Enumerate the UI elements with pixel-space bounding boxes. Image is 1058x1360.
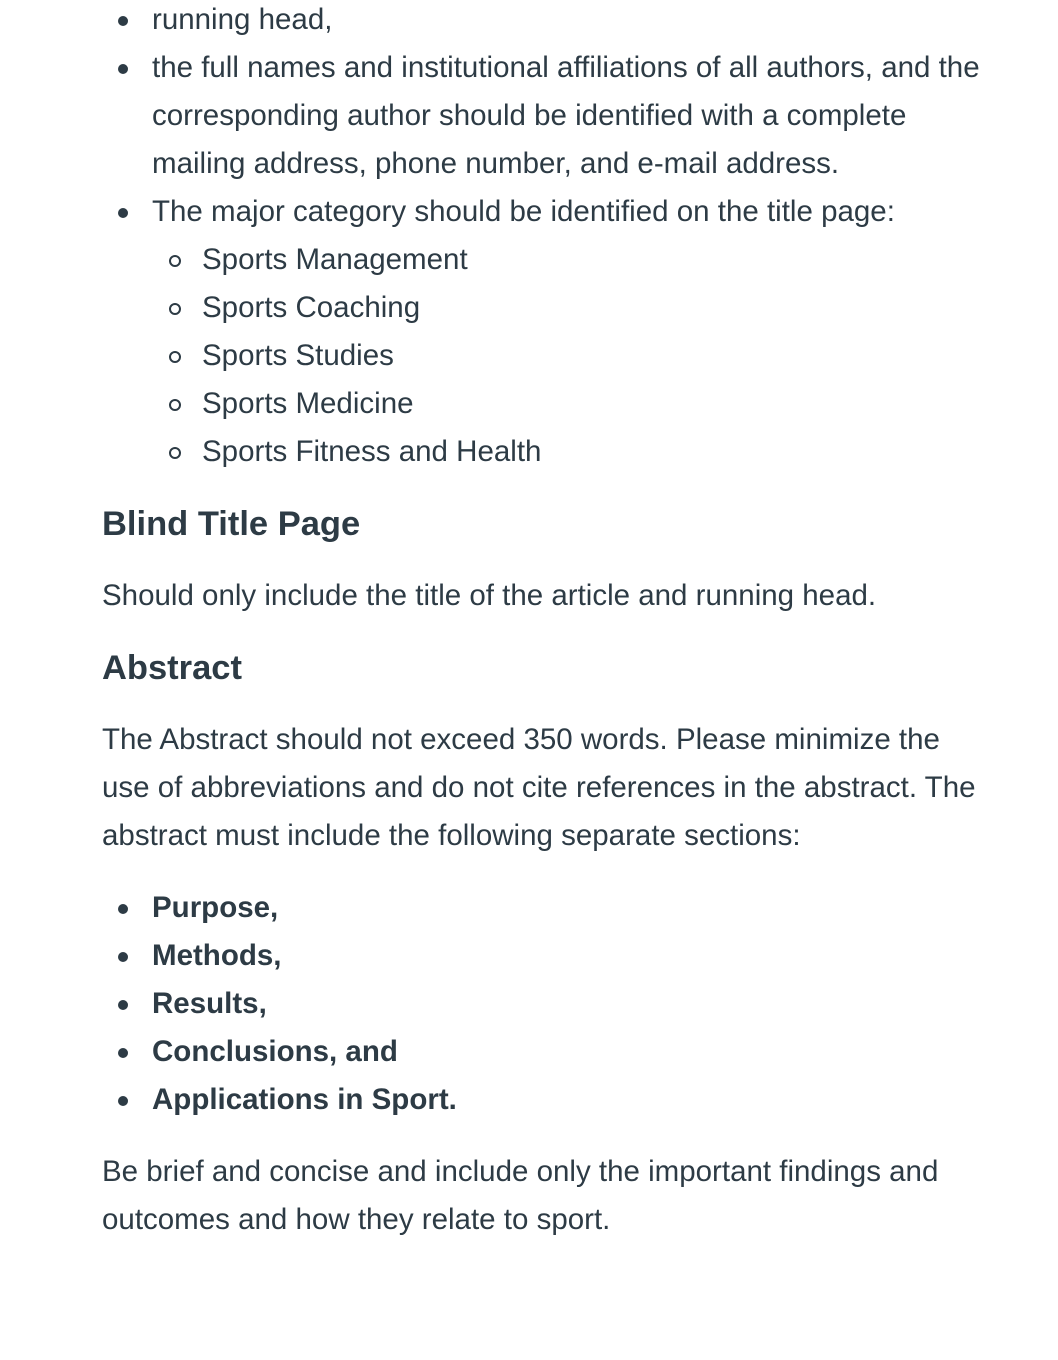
- category-item: Sports Medicine: [152, 380, 982, 428]
- category-item: Sports Fitness and Health: [152, 428, 982, 476]
- abstract-heading: Abstract: [102, 649, 242, 687]
- blind-title-text: Should only include the title of the article and running head.: [102, 579, 877, 612]
- blind-title-heading: Blind Title Page: [102, 505, 361, 543]
- abstract-closing-text: Be brief and concise and include only the important findings and outcomes and how they relate to sport.: [102, 1155, 939, 1236]
- list-item: Conclusions, and: [102, 1028, 982, 1076]
- title-page-requirements-list: [102, 0, 982, 476]
- list-item: running head,: [102, 0, 982, 44]
- document-body: [102, 0, 982, 1244]
- list-item: Results,: [102, 980, 982, 1028]
- list-item: Methods,: [102, 932, 982, 980]
- list-item: Purpose,: [102, 884, 982, 932]
- category-item: Sports Management: [152, 236, 982, 284]
- list-item: The major category should be identified on the title page: Sports Management Sports Coaching Sports Studies Sports Medicine Sports Fitness and Health: [102, 188, 982, 476]
- category-item: Sports Studies: [152, 332, 982, 380]
- list-item: Applications in Sport.: [102, 1076, 982, 1124]
- abstract-text: The Abstract should not exceed 350 words. Please minimize the use of abbreviations and do not cite references in the abstract. The abstract must include the following separate sections:: [102, 723, 976, 852]
- list-item: the full names and institutional affiliations of all authors, and the corresponding author should be identified with a complete mailing address, phone number, and e-mail address.: [102, 44, 982, 188]
- category-item: Sports Coaching: [152, 284, 982, 332]
- abstract-sections-list: [102, 884, 982, 1124]
- category-list: [152, 236, 982, 476]
